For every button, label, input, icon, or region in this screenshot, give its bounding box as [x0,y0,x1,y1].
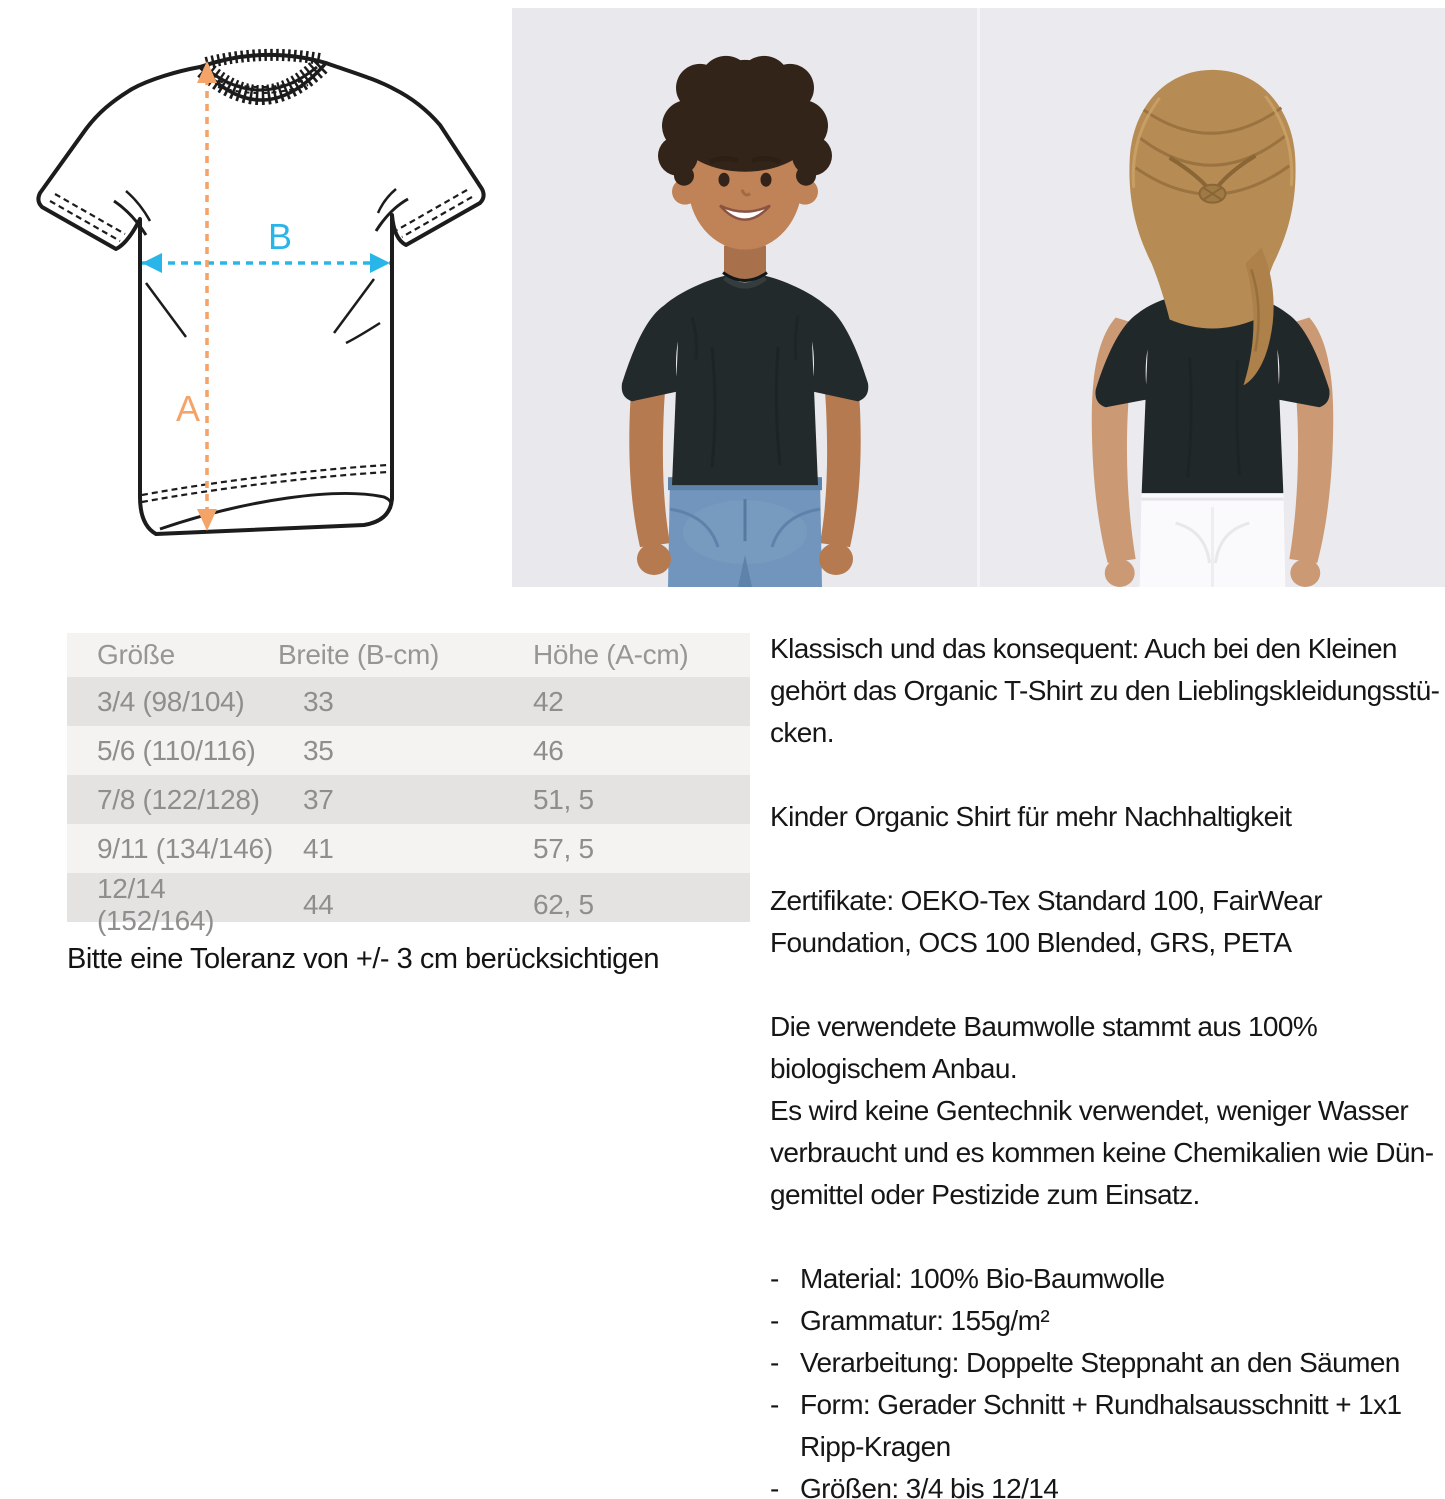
text-line: Die verwendete Baumwolle stammt aus 100% [770,1011,1318,1042]
curly-hair [658,56,832,186]
description-paragraph [770,880,1445,964]
size-cell: 5/6 (110/116) [97,734,256,766]
size-cell: 12/14 (152/164) [97,873,215,936]
spec-bullet-list [770,1258,1445,1499]
text-line: biologischem Anbau. [770,1053,1017,1084]
bullet-text: Grammatur: 155g/m² [800,1305,1050,1336]
white-pants [1140,487,1286,587]
width-cell: 41 [303,832,334,864]
size-diagram [28,36,498,548]
description-paragraph [770,1006,1445,1090]
product-photo-back [980,8,1445,587]
bullet-dash: - [770,1389,779,1420]
bullet-text: Form: Gerader Schnitt + Rundhalsausschnitt + 1x1 Ripp-Kragen [800,1389,1402,1462]
right-hand [1290,559,1320,587]
left-hand [637,543,671,575]
right-hand [819,543,853,575]
bullet-dash: - [770,1263,779,1294]
width-cell: 33 [303,685,334,717]
text-line: Klassisch und das konsequent: Auch bei den Kleinen [770,633,1397,664]
product-description [770,628,1445,1499]
bullet-text: Material: 100% Bio-Baumwolle [800,1263,1165,1294]
height-label: A [176,388,201,429]
description-paragraph [770,628,1445,754]
height-cell: 51, 5 [533,783,594,815]
bullet-dash: - [770,1305,779,1336]
width-label: B [268,216,293,257]
product-photo-front [512,8,978,587]
height-cell: 46 [533,734,564,766]
size-table [67,633,750,936]
list-item [770,1300,1445,1342]
bullet-dash: - [770,1473,779,1499]
list-item [770,1468,1445,1499]
width-cell: 44 [303,889,334,920]
description-paragraph [770,796,1445,838]
left-hand [1105,559,1135,587]
text-line: verbraucht und es kommen keine Chemikalien wie Dün- [770,1137,1434,1168]
tshirt-line-drawing [28,36,498,548]
width-cell: 35 [303,734,334,766]
text-line: gemittel oder Pestizide zum Einsatz. [770,1179,1200,1210]
column-header-width: Breite (B-cm) [278,639,439,670]
tshirt-outline [38,55,483,534]
list-item [770,1258,1445,1300]
text-line: Foundation, OCS 100 Blended, GRS, PETA [770,927,1292,958]
size-cell: 9/11 (134/146) [97,832,273,864]
column-header-size: Größe [97,639,175,670]
size-table-row [67,824,750,873]
jeans [668,477,822,587]
tolerance-note: Bitte eine Toleranz von +/- 3 cm berücksichtigen [67,943,660,975]
size-table-row [67,873,750,936]
size-table-row [67,775,750,824]
front-photo-illustration [512,8,978,587]
list-item [770,1342,1445,1384]
width-cell: 37 [303,783,334,815]
size-cell: 3/4 (98/104) [97,685,245,717]
text-line: cken. [770,717,834,748]
height-cell: 57, 5 [533,832,594,864]
height-cell: 62, 5 [533,889,594,920]
bullet-text: Größen: 3/4 bis 12/14 [800,1473,1059,1499]
text-line: Zertifikate: OEKO-Tex Standard 100, FairWear [770,885,1322,916]
bullet-dash: - [770,1347,779,1378]
back-photo-illustration [980,8,1445,587]
text-line: Es wird keine Gentechnik verwendet, weniger Wasser [770,1095,1409,1126]
text-line: gehört das Organic T-Shirt zu den Lieblingskleidungsstü- [770,675,1440,706]
height-cell: 42 [533,685,564,717]
size-table-row [67,726,750,775]
description-paragraph [770,1090,1445,1216]
size-table-header [67,633,750,677]
list-item [770,1384,1445,1468]
size-cell: 7/8 (122/128) [97,783,260,815]
text-line: Kinder Organic Shirt für mehr Nachhaltigkeit [770,801,1292,832]
column-header-height: Höhe (A-cm) [533,639,689,670]
bullet-text: Verarbeitung: Doppelte Steppnaht an den Säumen [800,1347,1400,1378]
size-table-row [67,677,750,726]
